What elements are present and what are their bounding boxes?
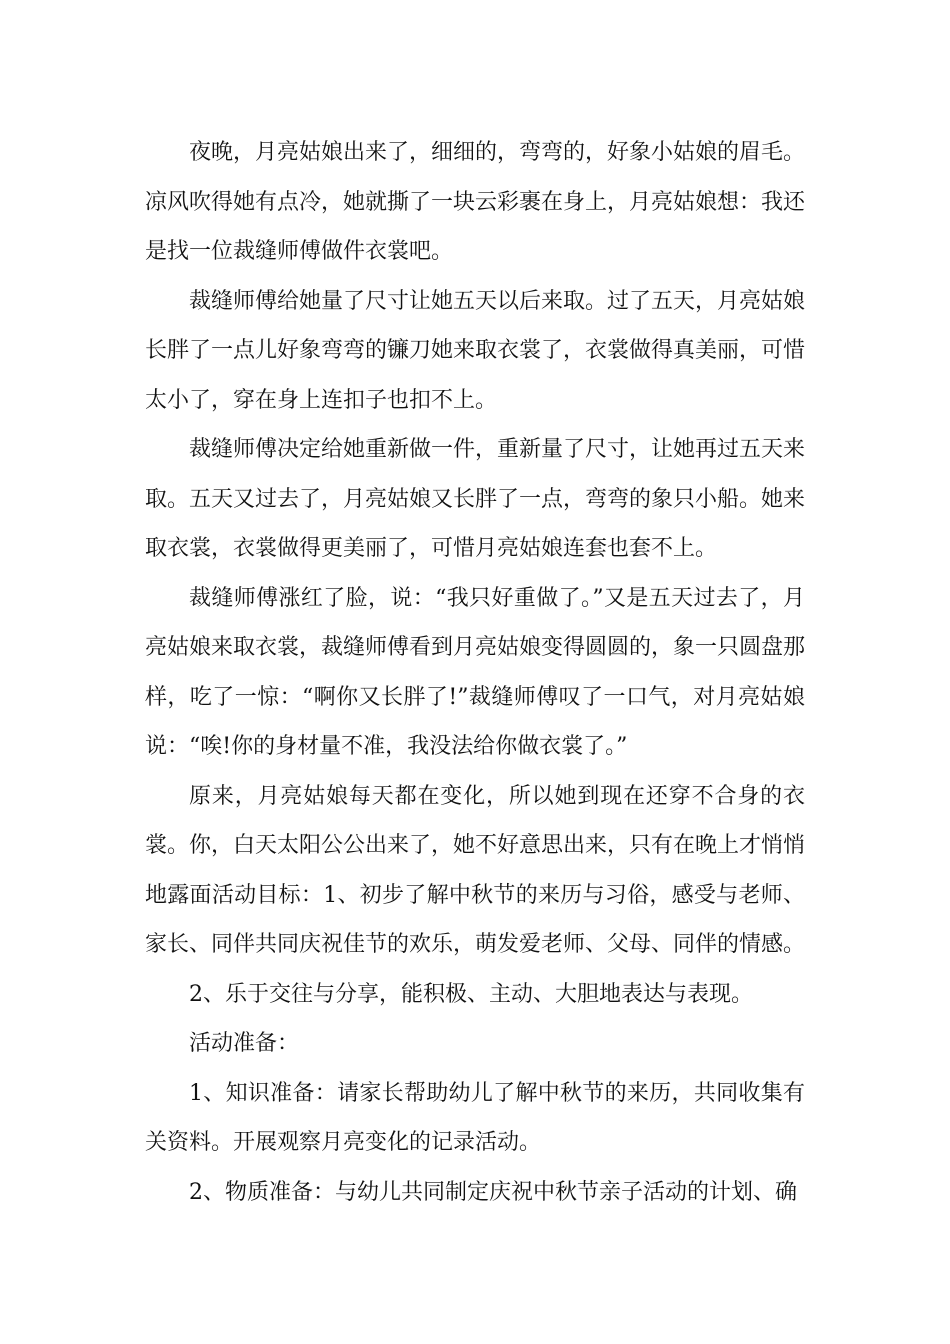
paragraph-third-fitting: 裁缝师傅涨红了脸，说：“我只好重做了。”又是五天过去了，月亮姑娘来取衣裳，裁缝师傅看到月亮姑娘变得圆圆的，象一只圆盘那样，吃了一惊：“啊你又长胖了!”裁缝师傅叹了一口气，对月亮姑娘说：“唉!你的身材量不准，我没法给你做衣裳了。”	[145, 585, 806, 759]
paragraph-preparation-heading: 活动准备：	[189, 1031, 300, 1056]
body-text	[145, 128, 805, 1217]
paragraph-material-preparation: 2、物质准备：与幼儿共同制定庆祝中秋节亲子活动的计划、确	[189, 1179, 797, 1205]
paragraph-goal-2: 2、乐于交往与分享，能积极、主动、大胆地表达与表现。	[189, 981, 753, 1007]
paragraph-conclusion-goals: 原来，月亮姑娘每天都在变化，所以她到现在还穿不合身的衣裳。你，白天太阳公公出来了，她不好意思出来，只有在晚上才悄悄地露面活动目标：1、初步了解中秋节的来历与习俗，感受与老师、家长、同伴共同庆祝佳节的欢乐，萌发爱老师、父母、同伴的情感。	[145, 783, 806, 957]
paragraph-knowledge-preparation: 1、知识准备：请家长帮助幼儿了解中秋节的来历，共同收集有关资料。开展观察月亮变化的记录活动。	[145, 1080, 805, 1155]
paragraph-moon-intro: 夜晚，月亮姑娘出来了，细细的，弯弯的，好象小姑娘的眉毛。凉风吹得她有点冷，她就撕了一块云彩裹在身上，月亮姑娘想：我还是找一位裁缝师傅做件衣裳吧。	[145, 140, 806, 264]
paragraph-second-fitting: 裁缝师傅决定给她重新做一件，重新量了尺寸，让她再过五天来取。五天又过去了，月亮姑娘又长胖了一点，弯弯的象只小船。她来取衣裳，衣裳做得更美丽了，可惜月亮姑娘连套也套不上。	[145, 437, 806, 561]
paragraph-first-fitting: 裁缝师傅给她量了尺寸让她五天以后来取。过了五天，月亮姑娘长胖了一点儿好象弯弯的镰刀她来取衣裳了，衣裳做得真美丽，可惜太小了，穿在身上连扣子也扣不上。	[145, 288, 806, 413]
